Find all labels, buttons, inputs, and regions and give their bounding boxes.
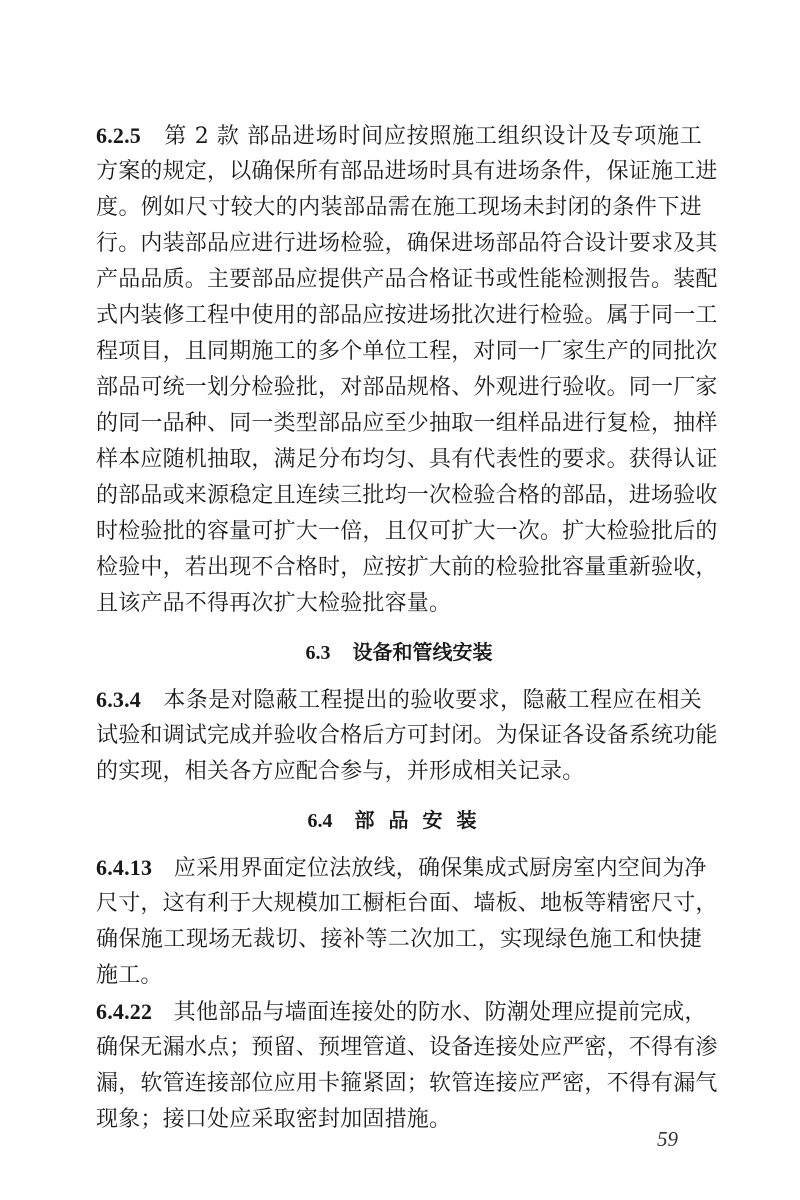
section-title: 设备和管线安装 bbox=[352, 640, 493, 664]
text-line: 的部品或来源稳定且连续三批均一次检验合格的部品，进场验收 bbox=[96, 483, 718, 508]
text-line: 且该产品不得再次扩大检验批容量。 bbox=[96, 591, 452, 616]
section-number: 6.3 bbox=[305, 642, 331, 664]
text-line: 行。内装部品应进行进场检验，确保进场部品符合设计要求及其 bbox=[96, 231, 718, 256]
text-line: 试验和调试完成并验收合格后方可封闭。为保证各设备系统功能 bbox=[96, 723, 718, 748]
clause-6-2-5 bbox=[96, 118, 718, 622]
section-title: 部品安装 bbox=[354, 808, 491, 832]
text-line: 的实现，相关各方应配合参与，并形成相关记录。 bbox=[96, 759, 585, 784]
text-line: 式内装修工程中使用的部品应按进场批次进行检验。属于同一工 bbox=[96, 303, 718, 328]
section-number: 6.4 bbox=[307, 810, 333, 832]
text-line: 度。例如尺寸较大的内装部品需在施工现场未封闭的条件下进 bbox=[96, 195, 702, 220]
clause-number: 6.2.5 bbox=[96, 123, 141, 148]
text-line: 确保无漏水点；预留、预埋管道、设备连接处应严密，不得有渗 bbox=[96, 1035, 718, 1060]
text-line: 方案的规定，以确保所有部品进场时具有进场条件，保证施工进 bbox=[96, 159, 718, 184]
text-line: 检验中，若出现不合格时，应按扩大前的检验批容量重新验收， bbox=[96, 555, 718, 580]
text-line: 6.2.5 第 2 款 部品进场时间应按照施工组织设计及专项施工 bbox=[96, 123, 702, 149]
text-line: 时检验批的容量可扩大一倍，且仅可扩大一次。扩大检验批后的 bbox=[96, 519, 718, 544]
text-line: 漏，软管连接部位应用卡箍紧固；软管连接应严密，不得有漏气 bbox=[96, 1071, 718, 1096]
text-line: 产品品质。主要部品应提供产品合格证书或性能检测报告。装配 bbox=[96, 267, 718, 292]
section-heading-6-4 bbox=[96, 802, 702, 838]
text-line: 现象；接口处应采取密封加固措施。 bbox=[96, 1107, 452, 1132]
text-line: 施工。 bbox=[96, 963, 163, 988]
clause-6-3-4 bbox=[96, 682, 718, 790]
clause-number: 6.3.4 bbox=[96, 687, 141, 712]
text-line: 的同一品种、同一类型部品应至少抽取一组样品进行复检，抽样 bbox=[96, 411, 718, 436]
clause-number: 6.4.13 bbox=[96, 855, 153, 880]
text-line: 6.3.4 本条是对隐蔽工程提出的验收要求，隐蔽工程应在相关 bbox=[96, 687, 702, 713]
page-number: 59 bbox=[657, 1127, 678, 1151]
clause-6-4-13 bbox=[96, 850, 718, 994]
text-line: 部品可统一划分检验批，对部品规格、外观进行验收。同一厂家 bbox=[96, 375, 718, 400]
text-line: 6.4.22 其他部品与墙面连接处的防水、防潮处理应提前完成， bbox=[96, 999, 707, 1025]
text-line: 样本应随机抽取，满足分布均匀、具有代表性的要求。获得认证 bbox=[96, 447, 718, 472]
text-line: 6.4.13 应采用界面定位法放线，确保集成式厨房室内空间为净 bbox=[96, 855, 707, 881]
text-line: 程项目，且同期施工的多个单位工程，对同一厂家生产的同批次 bbox=[96, 339, 718, 364]
document-page bbox=[96, 118, 718, 1138]
text-line: 尺寸，这有利于大规模加工橱柜台面、墙板、地板等精密尺寸， bbox=[96, 891, 718, 916]
clause-number: 6.4.22 bbox=[96, 999, 153, 1024]
section-heading-6-3 bbox=[96, 634, 702, 670]
clause-6-4-22 bbox=[96, 994, 718, 1138]
text-line: 确保施工现场无裁切、接补等二次加工，实现绿色施工和快捷 bbox=[96, 927, 702, 952]
